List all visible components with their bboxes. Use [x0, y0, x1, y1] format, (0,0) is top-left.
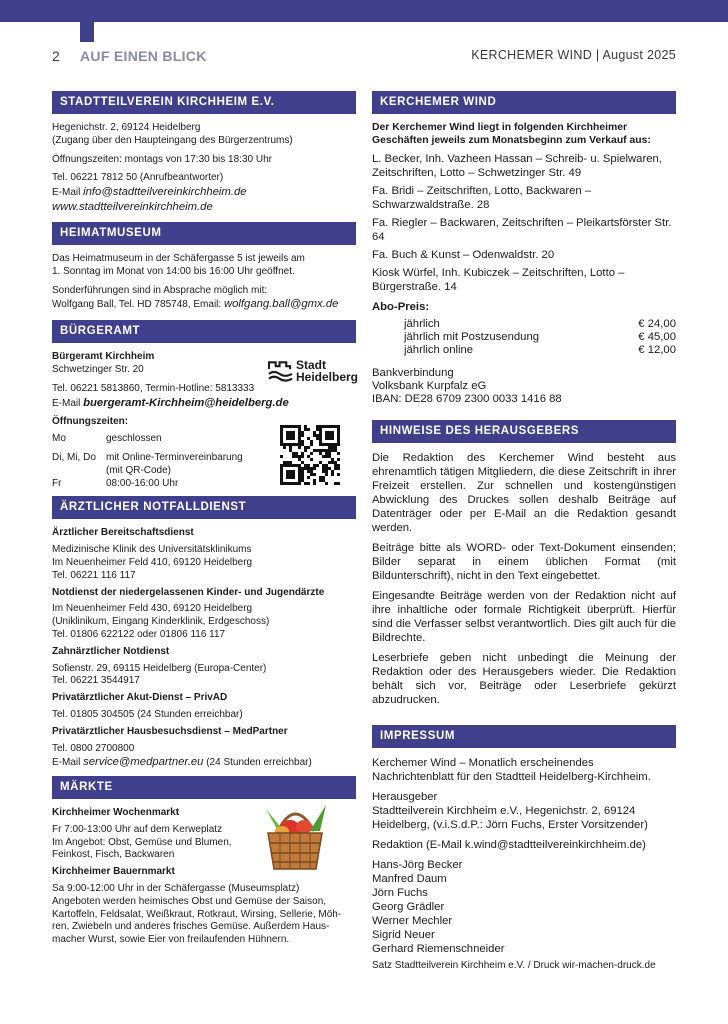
- buergeramt-street: Schwetzinger Str. 20: [52, 363, 144, 375]
- top-bar-notch: [80, 22, 94, 42]
- bank-line: Volksbank Kurpfalz eG: [372, 379, 487, 392]
- stadtteilverein-body: [52, 122, 356, 214]
- stadtteilverein-header: STADTTEILVEREIN KIRCHHEIM E.V.: [52, 91, 356, 114]
- abo-label: jährlich mit Postzusendung: [404, 330, 540, 343]
- hours-time: 08:00-16:00 Uhr: [106, 477, 179, 489]
- museum-contact-text: Wolfgang Ball, Tel. HD 785748, Email:: [52, 299, 224, 311]
- medpartner-email-link[interactable]: service@medpartner.eu: [83, 756, 204, 769]
- bank-line: IBAN: DE28 6709 2300 0033 1416 88: [372, 392, 562, 405]
- abo-price: € 45,00: [638, 330, 676, 343]
- email-prefix: E-Mail: [52, 397, 84, 409]
- heimatmuseum-body: [52, 253, 356, 312]
- qr-code[interactable]: [280, 425, 340, 485]
- abo-title: Abo-Preis:: [372, 300, 430, 313]
- abo-row: [372, 344, 676, 357]
- market-line: Im Angebot: Obst, Gemüse und Blumen,: [52, 836, 232, 848]
- email-prefix: E-Mail: [52, 757, 84, 769]
- market-line: Feinkost, Fisch, Backwaren: [52, 849, 175, 861]
- abo-row: [372, 318, 676, 331]
- right-column: [372, 91, 676, 972]
- opening-hours: Öffnungszeiten: montags von 17:30 bis 18:30 Uhr: [52, 153, 272, 165]
- page-number: 2: [52, 48, 60, 64]
- notfall-title: Zahnärztlicher Notdienst: [52, 645, 170, 657]
- redaktion-member: Gerhard Riemenschneider: [372, 942, 505, 955]
- notfall-title: Notdienst der niedergelassenen Kinder- und Jugendärzte: [52, 586, 325, 598]
- hinweise-paragraph: Die Redaktion des Kerchemer Wind besteht aus ehrenamtlich tätigen Mitgliedern, die diese Zeitschrift in ihrer Freizeit erstellen. Zur schnellen und kostengünstigen Abwicklung des Druckes sollen deshalb Beiträge auf Datenträger oder per E-Mail an die Redaktion gesandt werden.: [372, 451, 676, 534]
- redaktion-member: Manfred Daum: [372, 872, 447, 885]
- bank-line: Bankverbindung: [372, 366, 454, 379]
- shop-entry: Kiosk Würfel, Inh. Kubiczek – Zeitschriften, Lotto – Bürgerstraße. 14: [372, 266, 625, 293]
- hours-time: geschlossen: [106, 433, 162, 445]
- shop-entry: L. Becker, Inh. Vazheen Hassan – Schreib- u. Spielwaren, Zeitschriften, Lotto – Schwetzinger Str. 49: [372, 152, 662, 179]
- notfall-line: Im Neuenheimer Feld 410, 69120 Heidelberg: [52, 556, 253, 568]
- basket-icon: [260, 801, 330, 873]
- shop-entry: Fa. Buch & Kunst – Odenwaldstr. 20: [372, 248, 555, 261]
- logo-text-stadt: Stadt: [295, 358, 326, 373]
- masthead: KERCHEMER WIND | August 2025: [471, 48, 676, 62]
- notfall-header: ÄRZTLICHER NOTFALLDIENST: [52, 496, 356, 519]
- notfall-line: Tel. 01805 304505 (24 Stunden erreichbar): [52, 708, 243, 720]
- hours-time: mit Online-Terminvereinbarung: [106, 451, 243, 463]
- buergeramt-email-link[interactable]: buergeramt-Kirchheim@heidelberg.de: [83, 396, 289, 409]
- hinweise-body: [372, 451, 676, 707]
- email-prefix: E-Mail: [52, 187, 84, 199]
- market-line: Angeboten werden heimisches Obst und Gemüse der Saison,: [52, 895, 327, 907]
- kerchemer-body: [372, 122, 676, 406]
- abo-price: € 12,00: [638, 343, 676, 356]
- email-link[interactable]: info@stadtteilvereinkirchheim.de: [83, 186, 247, 199]
- email-suffix: (24 Stunden erreichbar): [203, 757, 312, 769]
- notfall-line: Tel. 01806 622122 oder 01806 116 117: [52, 628, 226, 640]
- redaktion-line: Redaktion (E-Mail k.wind@stadtteilvereinkirchheim.de): [372, 838, 646, 851]
- notfall-line: (Uniklinikum, Eingang Kinderklinik, Erdgeschoss): [52, 616, 270, 628]
- heidelberg-logo-icon: [268, 359, 293, 383]
- abo-label: jährlich online: [404, 343, 474, 356]
- maerkte-body: [52, 807, 356, 947]
- hinweise-paragraph: Leserbriefe geben nicht unbedingt die Meinung der Redaktion oder des Herausgebers wieder. Die Redaktion behält sich vor, Beiträge oder Leserbriefe gekürzt abzudrucken.: [372, 651, 676, 706]
- notfall-line: Tel. 0800 2700800: [52, 742, 135, 754]
- notfall-title: Privatärztlicher Akut-Dienst – PrivAD: [52, 692, 228, 704]
- redaktion-member: Sigrid Neuer: [372, 928, 435, 941]
- market-line: Kartoffeln, Feldsalat, Weißkraut, Rotkraut, Wirsing, Sellerie, Möh-: [52, 908, 342, 920]
- notfall-line: Medizinische Klinik des Universitätsklinikums: [52, 544, 252, 556]
- buergeramt-phone: Tel. 06221 5813860, Termin-Hotline: 5813333: [52, 382, 255, 394]
- herausgeber-title: Herausgeber: [372, 790, 438, 803]
- hours-day: Di, Mi, Do: [52, 451, 96, 463]
- website-link[interactable]: www.stadtteilvereinkirchheim.de: [52, 200, 213, 213]
- market-line: Fr 7:00-13:00 Uhr auf dem Kerweplatz: [52, 823, 223, 835]
- notfall-body: [52, 527, 356, 770]
- market-line: macher Wurst, sowie Eier von freilaufenden Hühnern.: [52, 934, 290, 946]
- impressum-body: [372, 756, 676, 973]
- vegetable-basket-image: [260, 801, 330, 873]
- kerchemer-header: KERCHEMER WIND: [372, 91, 676, 114]
- redaktion-member: Georg Grädler: [372, 900, 445, 913]
- top-bar: [0, 0, 728, 22]
- buergeramt-title: Bürgeramt Kirchheim: [52, 351, 155, 363]
- hours-time: (mit QR-Code): [106, 464, 172, 476]
- redaktion-member: Hans-Jörg Becker: [372, 858, 463, 871]
- notfall-title: Ärztlicher Bereitschaftsdienst: [52, 527, 194, 539]
- phone: Tel. 06221 7812 50 (Anrufbeantworter): [52, 172, 224, 184]
- buergeramt-email-line: [52, 396, 356, 411]
- section-label: AUF EINEN BLICK: [80, 48, 207, 64]
- herausgeber-text: Stadtteilverein Kirchheim e.V., Hegenichstr. 2, 69124 Heidelberg, (v.i.S.d.P.: Jörn Fuchs, Erster Vorsitzender): [372, 804, 648, 831]
- shop-entry: Fa. Riegler – Backwaren, Zeitschriften – Pleikartsförster Str. 64: [372, 216, 672, 243]
- medpartner-email-line: [52, 755, 356, 770]
- buergeramt-body: [52, 351, 356, 490]
- kerchemer-intro: Der Kerchemer Wind liegt in folgenden Kirchheimer Geschäften jeweils zum Monatsbeginn zum Verkauf aus:: [372, 122, 651, 146]
- address-note: (Zugang über den Haupteingang des Bürgerzentrums): [52, 134, 293, 146]
- address-line: Hegenichstr. 2, 69124 Heidelberg: [52, 122, 201, 133]
- museum-line: Sonderführungen sind in Absprache möglich mit:: [52, 284, 268, 296]
- hinweise-header: HINWEISE DES HERAUSGEBERS: [372, 420, 676, 443]
- hours-day: Mo: [52, 433, 66, 445]
- museum-line: Das Heimatmuseum in der Schäfergasse 5 ist jeweils am: [52, 252, 305, 264]
- satz-druck-line: Satz Stadtteilverein Kirchheim e.V. / Druck wir-machen-druck.de: [372, 959, 656, 971]
- market-line: ren, Zwiebeln und anderes frisches Gemüse. Außerdem Haus-: [52, 921, 330, 933]
- hinweise-paragraph: Eingesandte Beiträge werden von der Redaktion nicht auf ihre inhaltliche oder formale Richtigkeit überprüft. Hierfür sind die Verfasser selbst verantwortlich. Dies gilt auch für die Bildrechte.: [372, 589, 676, 644]
- maerkte-header: MÄRKTE: [52, 776, 356, 799]
- abo-label: jährlich: [404, 317, 440, 330]
- heimatmuseum-header: HEIMATMUSEUM: [52, 222, 356, 245]
- redaktion-member: Jörn Fuchs: [372, 886, 428, 899]
- market-line: Sa 9:00-12:00 Uhr in der Schäfergasse (Museumsplatz): [52, 883, 300, 895]
- logo-text-heidelberg: Heidelberg: [295, 370, 358, 385]
- email-line: [52, 185, 356, 200]
- wochenmarkt-title: Kirchheimer Wochenmarkt: [52, 807, 180, 819]
- buergeramt-header: BÜRGERAMT: [52, 320, 356, 343]
- abo-row: [372, 331, 676, 344]
- hinweise-paragraph: Beiträge bitte als WORD- oder Text-Dokument einsenden; Bilder separat in einem üblichen Format (mit Bildunterschrift), nicht in den Text eingebettet.: [372, 541, 676, 582]
- notfall-line: Tel. 06221 3544917: [52, 675, 140, 687]
- shop-entry: Fa. Bridi – Zeitschriften, Lotto, Backwaren – Schwarzwaldstraße. 28: [372, 184, 592, 211]
- buergeramt-hours-title: Öffnungszeiten:: [52, 416, 129, 428]
- notfall-title: Privatärztlicher Hausbesuchsdienst – MedPartner: [52, 725, 288, 737]
- hours-day: Fr: [52, 477, 62, 489]
- notfall-line: Im Neuenheimer Feld 430, 69120 Heidelberg: [52, 603, 253, 615]
- notfall-line: Sofienstr. 29, 69115 Heidelberg (Europa-Center): [52, 662, 267, 674]
- museum-line: 1. Sonntag im Monat von 14:00 bis 16:00 Uhr geöffnet.: [52, 265, 295, 277]
- museum-contact: [52, 297, 356, 312]
- notfall-line: Tel. 06221 116 117: [52, 569, 136, 581]
- redaktion-member: Werner Mechler: [372, 914, 453, 927]
- heidelberg-logo: [268, 357, 358, 385]
- abo-price: € 24,00: [638, 317, 676, 330]
- left-column: [52, 91, 356, 947]
- museum-email-link[interactable]: wolfgang.ball@gmx.de: [223, 298, 339, 311]
- hours-day: [52, 465, 106, 478]
- impressum-header: IMPRESSUM: [372, 725, 676, 748]
- impressum-intro: Kerchemer Wind – Monatlich erscheinendes Nachrichtenblatt für den Stadtteil Heidelberg-Kirchheim.: [372, 756, 651, 783]
- bauernmarkt-title: Kirchheimer Bauernmarkt: [52, 866, 175, 878]
